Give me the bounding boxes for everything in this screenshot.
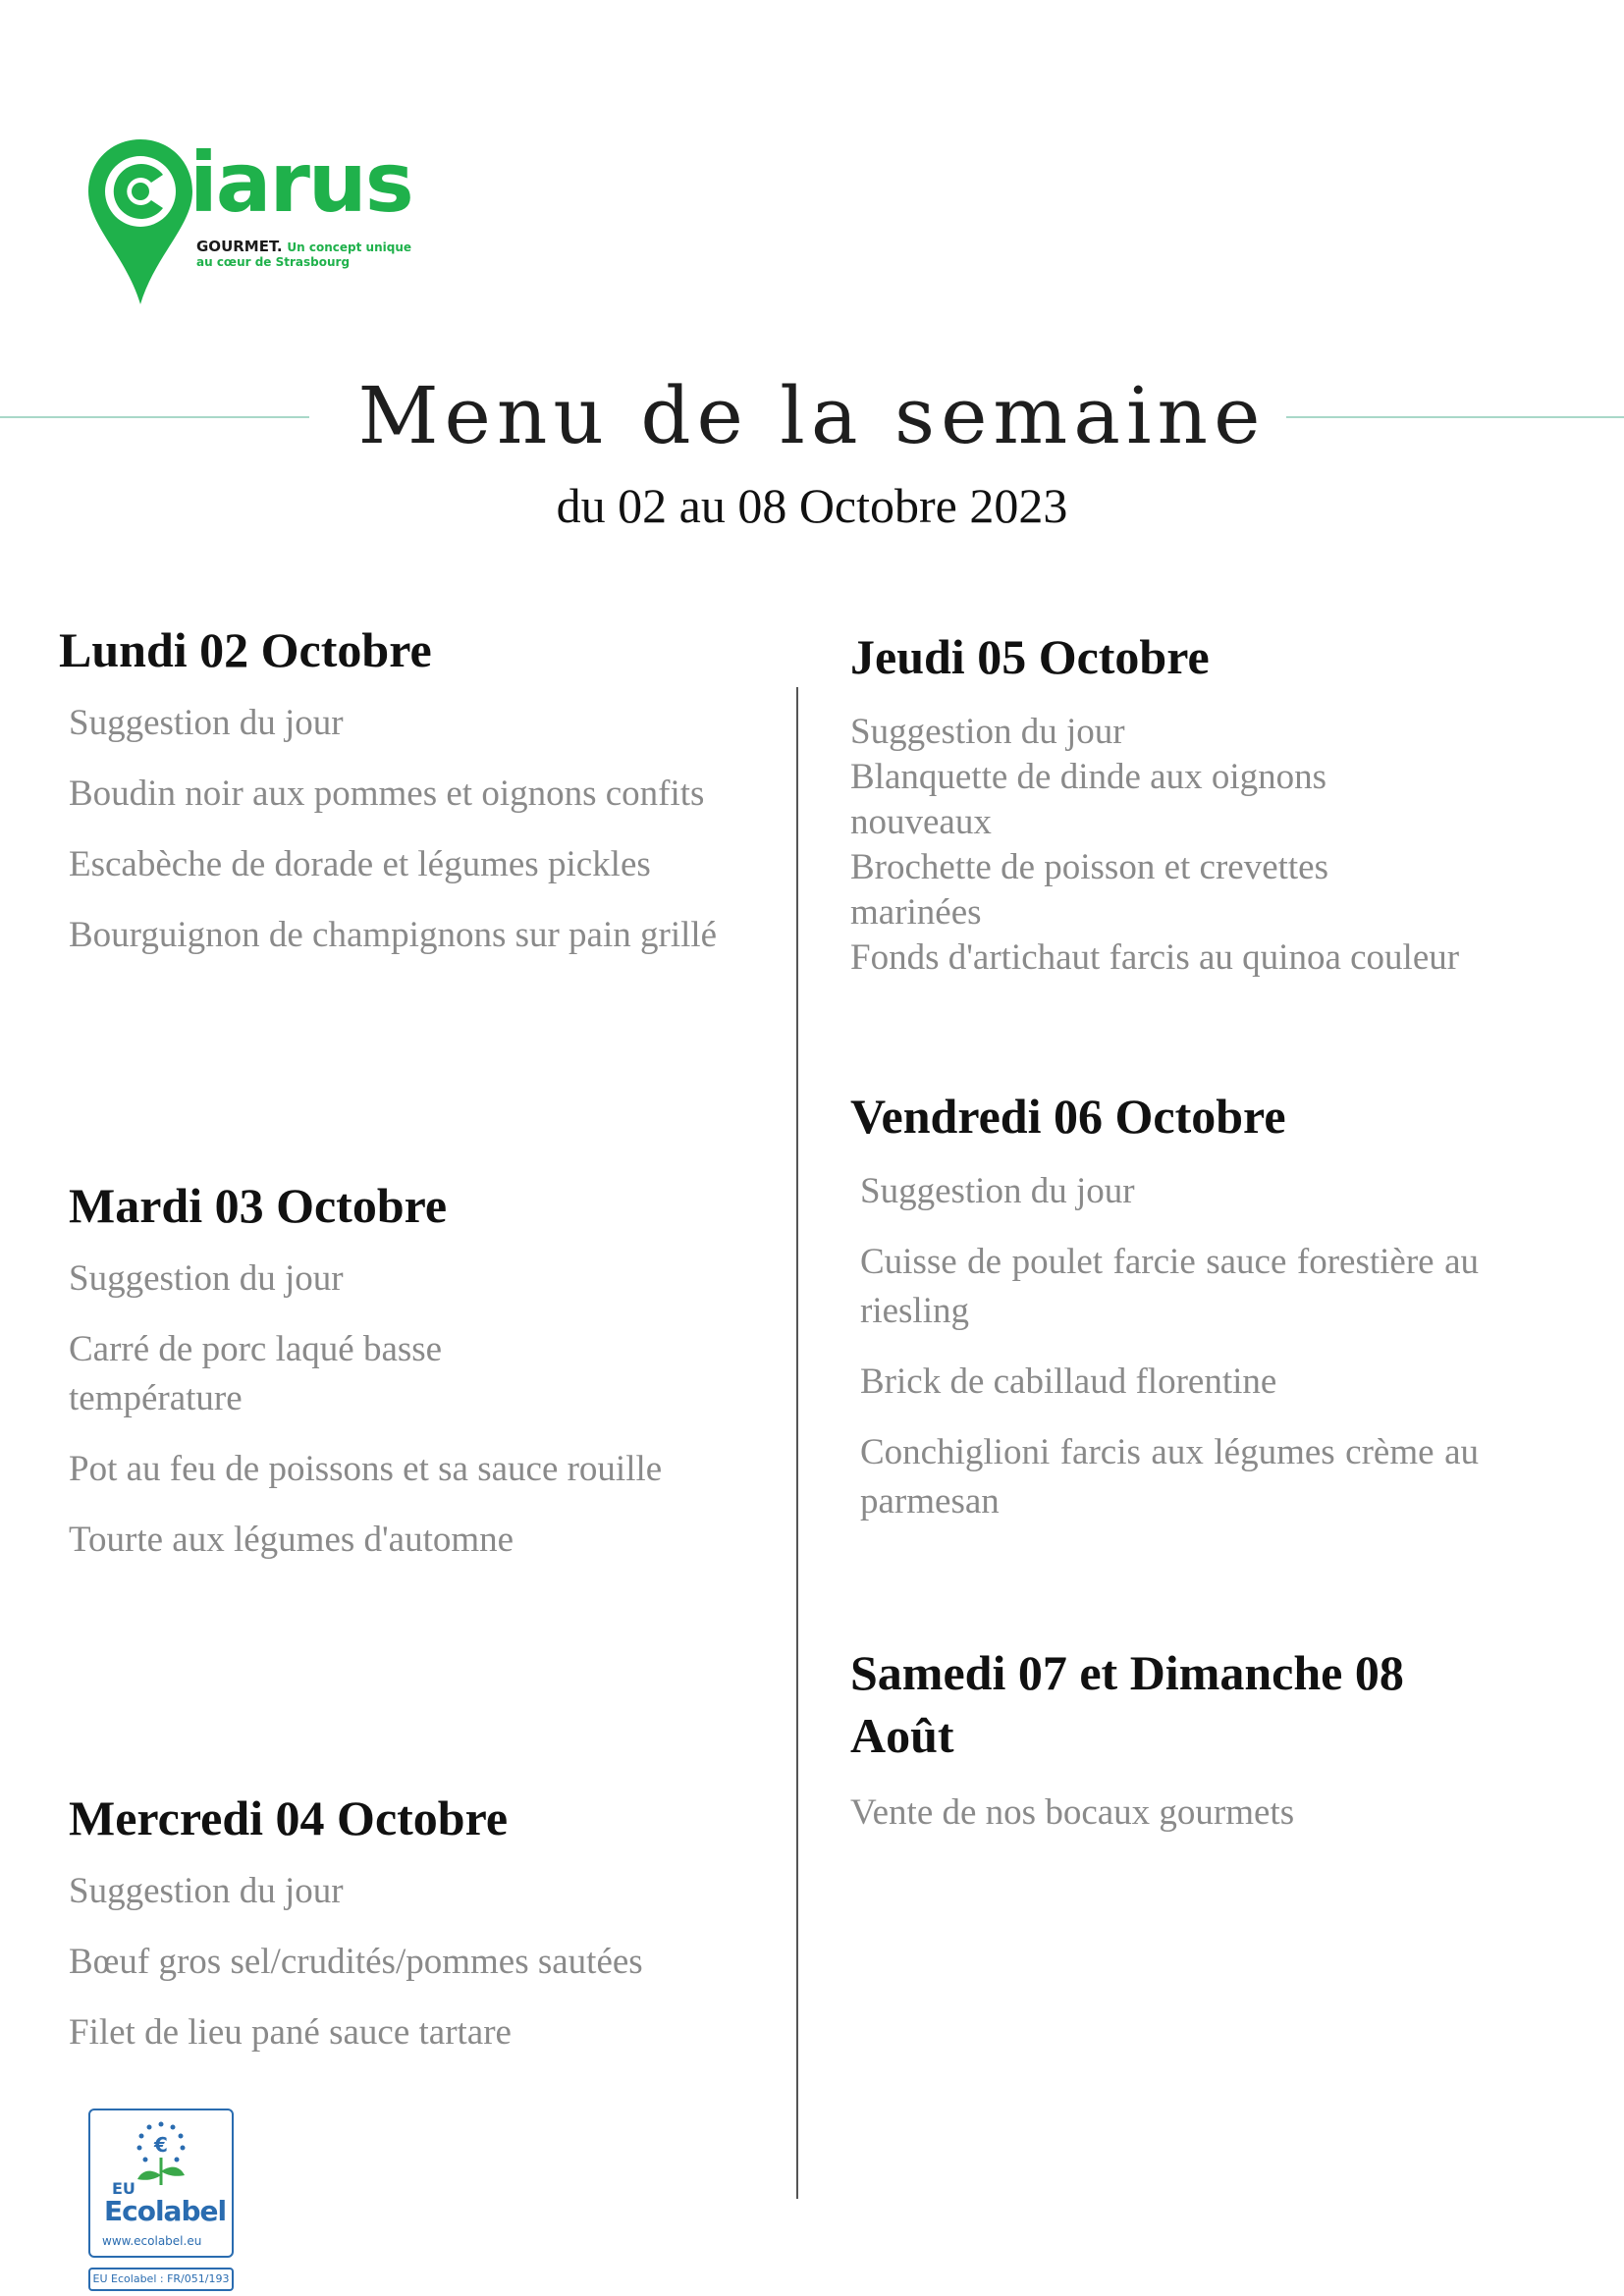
day-title: Lundi 02 Octobre: [59, 622, 432, 677]
day-weekend: [850, 1641, 1479, 1838]
menu-item: Boudin noir aux pommes et oignons confits: [69, 774, 705, 814]
page-subtitle: du 02 au 08 Octobre 2023: [556, 478, 1068, 533]
menu-item: Blanquette de dinde aux oignons nouveaux: [850, 757, 1327, 842]
menu-item: Suggestion du jour: [69, 703, 344, 743]
menu-item: Brochette de poisson et crevettes marinées: [850, 847, 1328, 933]
menu-item: Suggestion du jour: [860, 1171, 1135, 1211]
ecolabel-registration: EU Ecolabel : FR/051/193: [88, 2268, 234, 2291]
brand-logo: [86, 134, 430, 309]
day-title: Jeudi 05 Octobre: [850, 629, 1210, 684]
menu-item: Bœuf gros sel/crudités/pommes sautées: [69, 1942, 643, 1982]
day-jeudi: [850, 628, 1489, 981]
day-title: Mercredi 04 Octobre: [69, 1790, 509, 1845]
day-title: Vendredi 06 Octobre: [850, 1089, 1286, 1144]
menu-item: Carré de porc laqué basse température: [69, 1329, 443, 1418]
brand-tagline: [196, 238, 411, 255]
eu-flower-icon: [90, 2110, 232, 2189]
brand-tagline-strong: GOURMET.: [196, 238, 283, 255]
day-title: Samedi 07 et Dimanche 08 Août: [850, 1645, 1404, 1763]
menu-item: Tourte aux légumes d'automne: [69, 1520, 514, 1560]
menu-item: Fonds d'artichaut farcis au quinoa couleur: [850, 937, 1460, 978]
brand-tagline-line2: au cœur de Strasbourg: [196, 255, 351, 269]
menu-item: Suggestion du jour: [850, 712, 1125, 752]
menu-item: Filet de lieu pané sauce tartare: [69, 2012, 512, 2053]
menu-item: Brick de cabillaud florentine: [860, 1362, 1277, 1402]
brand-tagline-rest: Un concept unique: [287, 240, 411, 254]
menu-item: Pot au feu de poissons et sa sauce rouille: [69, 1449, 663, 1489]
day-title: Mardi 03 Octobre: [69, 1178, 448, 1233]
menu-item: Conchiglioni farcis aux légumes crème au parmesan: [860, 1432, 1479, 1522]
menu-item: Escabèche de dorade et légumes pickles: [69, 844, 651, 884]
ecolabel-box: [88, 2109, 234, 2258]
menu-item: Suggestion du jour: [69, 1871, 344, 1911]
menu-item: Vente de nos bocaux gourmets: [850, 1792, 1295, 1833]
location-pin-icon: [86, 137, 194, 309]
ecolabel-name: Ecolabel: [104, 2195, 227, 2227]
svg-text:€: €: [154, 2133, 168, 2157]
eu-ecolabel: [88, 2109, 234, 2291]
menu-item: Suggestion du jour: [69, 1258, 344, 1299]
day-vendredi: [850, 1088, 1479, 1548]
day-mardi: [69, 1177, 785, 1586]
day-mercredi: [69, 1789, 785, 2079]
column-divider: [796, 687, 798, 2199]
ecolabel-url: www.ecolabel.eu: [102, 2234, 202, 2248]
ecolabel-eu: EU: [112, 2179, 135, 2198]
menu-item: Bourguignon de champignons sur pain grillé: [69, 915, 718, 955]
menu-item: Cuisse de poulet farcie sauce forestière au riesling: [860, 1242, 1479, 1331]
page-title: Menu de la semaine: [357, 370, 1267, 461]
brand-name: iarus: [189, 134, 412, 231]
day-lundi: [59, 621, 785, 982]
